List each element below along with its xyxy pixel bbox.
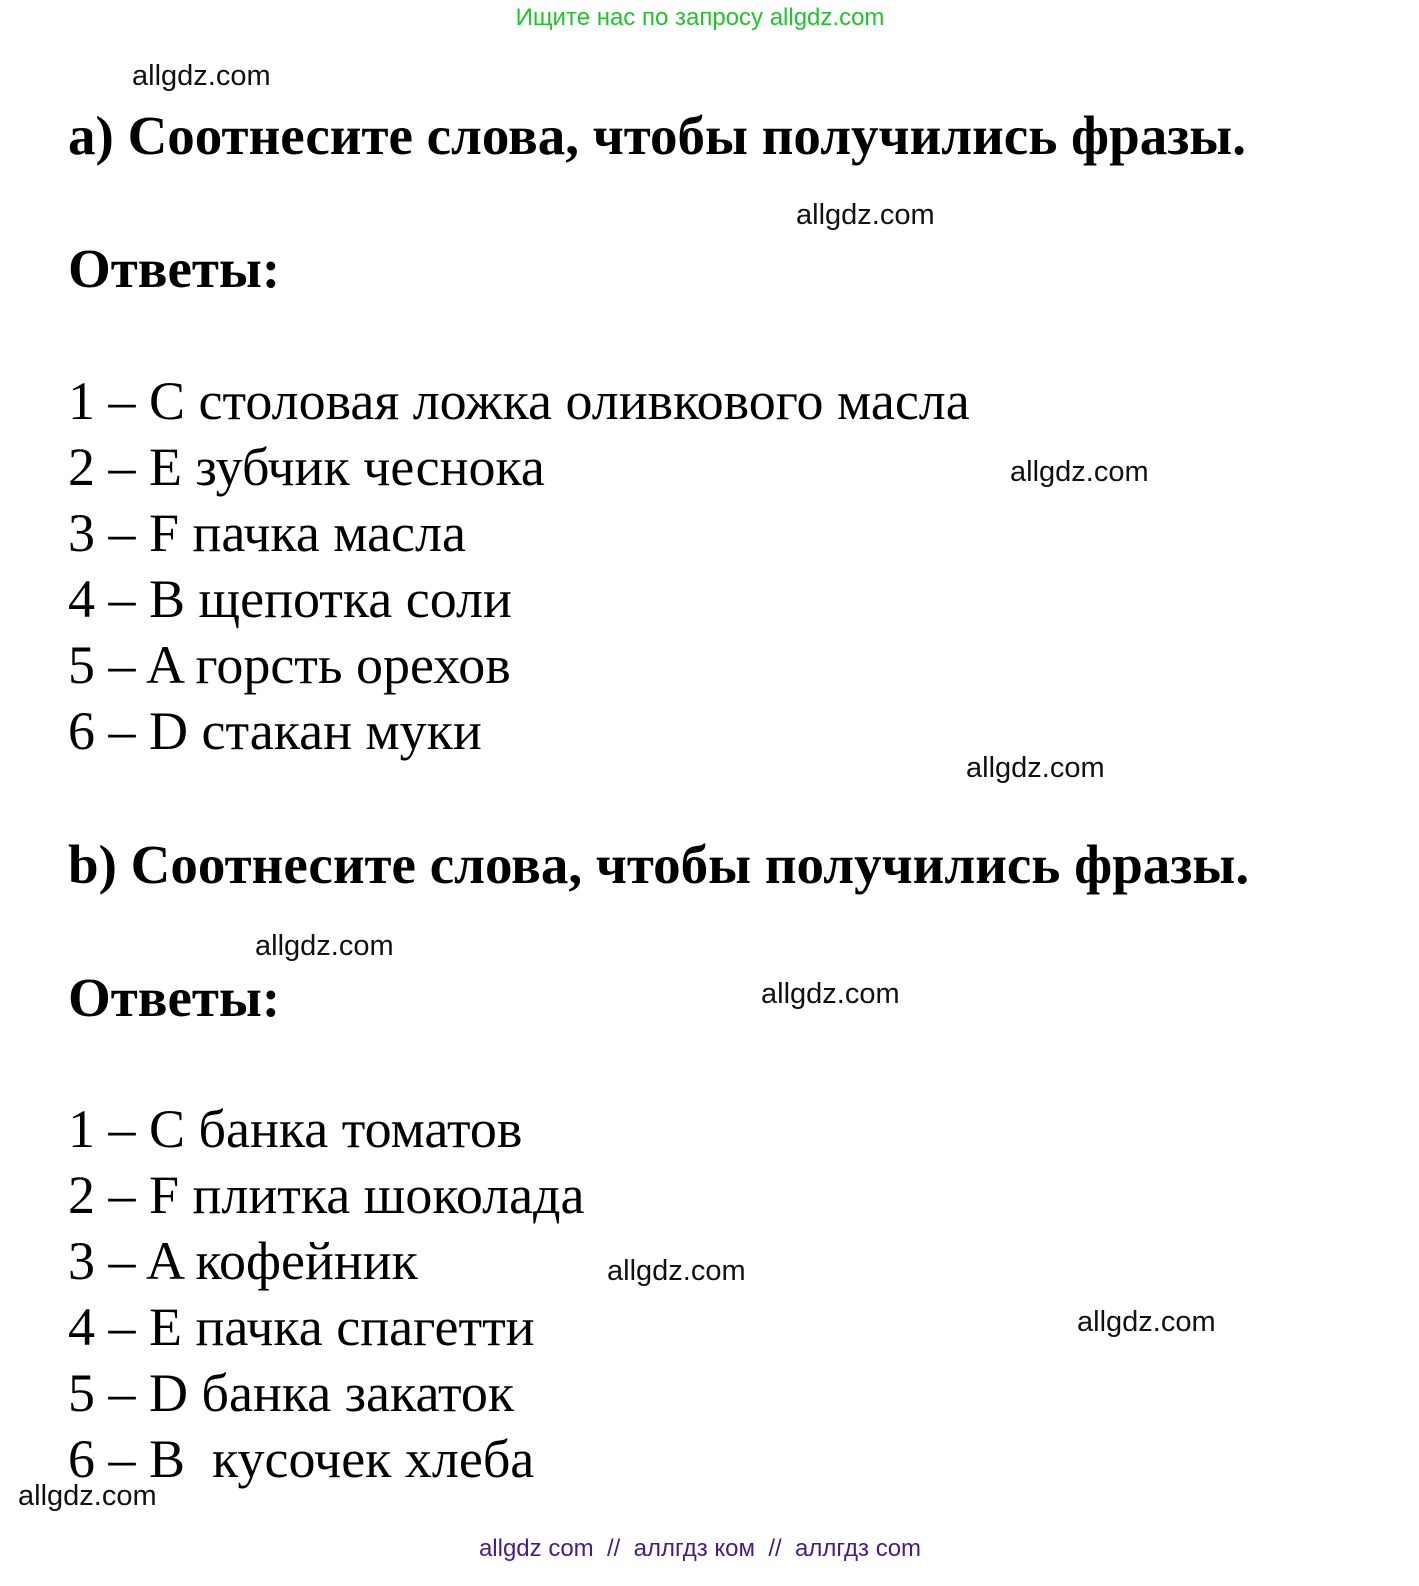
answer-item: 2 – F плитка шоколада	[68, 1165, 585, 1225]
section-a-heading: a) Соотнесите слова, чтобы получились фразы.	[68, 105, 1246, 166]
answer-item: 3 – F пачка масла	[68, 503, 466, 563]
answer-item: 2 – E зубчик чеснока	[68, 437, 545, 497]
answer-item: 4 – E пачка спагетти	[68, 1297, 535, 1357]
answer-item: 1 – C банка томатов	[68, 1099, 523, 1159]
answer-item: 3 – A кофейник	[68, 1231, 418, 1291]
section-a-answers-title: Ответы:	[68, 238, 281, 299]
watermark: allgdz.com	[18, 1480, 157, 1512]
section-b-heading: b) Соотнесите слова, чтобы получились фразы.	[68, 834, 1250, 895]
watermark: allgdz.com	[607, 1255, 746, 1287]
section-b-answers-title: Ответы:	[68, 967, 281, 1028]
watermark: allgdz.com	[1010, 456, 1149, 488]
footer-links[interactable]: allgdz com // аллгдз ком // аллгдз com	[478, 1535, 922, 1562]
answer-item: 1 – C столовая ложка оливкового масла	[68, 371, 970, 431]
watermark: allgdz.com	[1077, 1306, 1216, 1338]
answer-item: 4 – B щепотка соли	[68, 569, 512, 629]
answer-item: 6 – D стакан муки	[68, 701, 482, 761]
answer-item: 6 – B кусочек хлеба	[68, 1429, 535, 1489]
watermark: allgdz.com	[761, 978, 900, 1010]
top-banner[interactable]: Ищите нас по запросу allgdz.com	[515, 4, 885, 31]
answer-item: 5 – A горсть орехов	[68, 635, 511, 695]
watermark: allgdz.com	[796, 199, 935, 231]
watermark: allgdz.com	[255, 930, 394, 962]
answer-item: 5 – D банка закаток	[68, 1363, 515, 1423]
watermark: allgdz.com	[132, 60, 271, 92]
watermark: allgdz.com	[966, 752, 1105, 784]
